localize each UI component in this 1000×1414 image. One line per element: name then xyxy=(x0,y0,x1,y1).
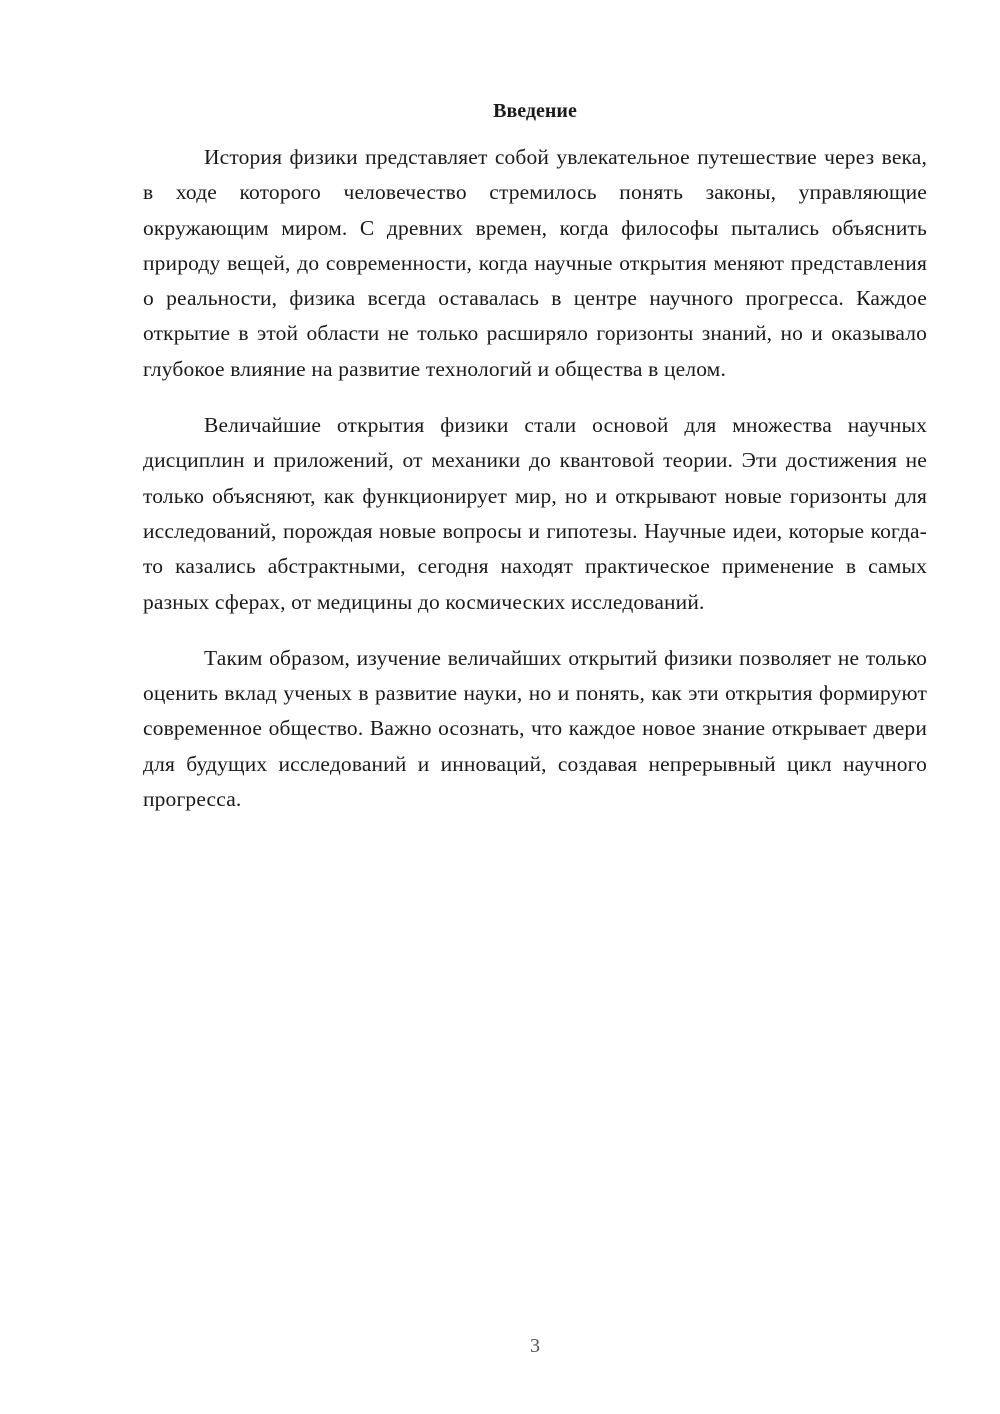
page-content xyxy=(143,96,927,838)
section-heading: Введение xyxy=(493,100,577,122)
paragraph-3: Таким образом, изучение величайших открытий физики позволяет не только оценить вклад ученых в развитие науки, но и понять, как эти открытия формируют современное общество. Важно осознать, что каждое новое знание открывает двери для будущих исследований и инноваций, создавая непрерывный цикл научного прогресса. xyxy=(143,645,927,812)
page-number: 3 xyxy=(530,1335,540,1357)
paragraph-1: История физики представляет собой увлекательное путешествие через века, в ходе которого человечество стремилось понять законы, управляющие окружающим миром. С древних времен, когда философы пытались объяснить природу вещей, до современности, когда научные открытия меняют представления о реальности, физика всегда оставалась в центре научного прогресса. Каждое открытие в этой области не только расширяло горизонты знаний, но и оказывало глубокое влияние на развитие технологий и общества в целом. xyxy=(143,145,927,381)
paragraph-2: Величайшие открытия физики стали основой для множества научных дисциплин и приложений, от механики до квантовой теории. Эти достижения не только объясняют, как функционирует мир, но и открывают новые горизонты для исследований, порождая новые вопросы и гипотезы. Научные идеи, которые когда-то казались абстрактными, сегодня находят практическое применение в самых разных сферах, от медицины до космических исследований. xyxy=(143,413,927,614)
